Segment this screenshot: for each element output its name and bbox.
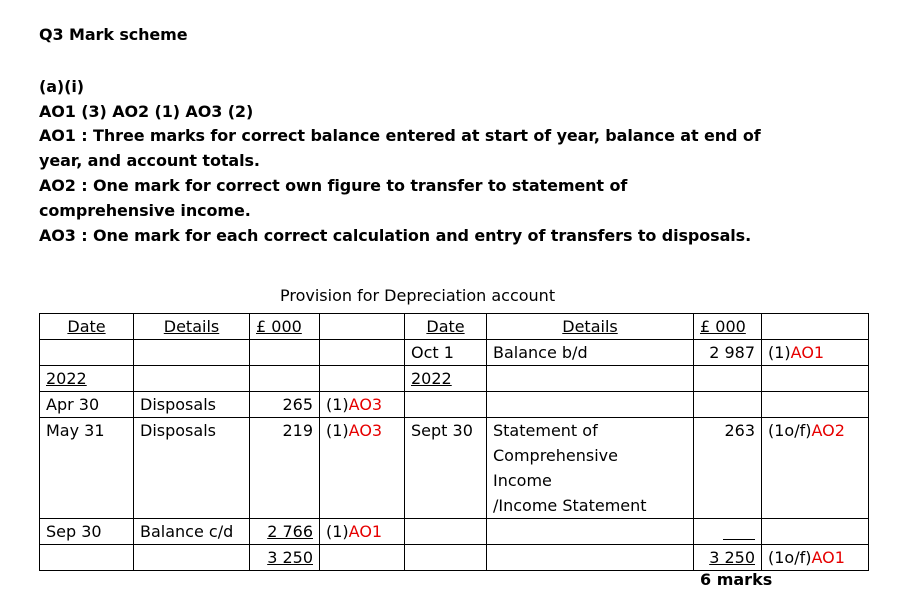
header-right-details: Details [487, 314, 694, 340]
income-statement-mark: (1o/f)AO2 [762, 418, 869, 519]
total-rule [694, 519, 762, 545]
heading-ao2-line2: comprehensive income. [39, 201, 251, 220]
ledger-row-year [40, 366, 869, 392]
ledger-header-row [40, 314, 869, 340]
header-right-amount: £ 000 [694, 314, 762, 340]
income-statement-amount: 263 [694, 418, 762, 519]
heading-ao1-line2: year, and account totals. [39, 151, 260, 170]
income-statement-date: Sept 30 [405, 418, 487, 519]
balance-cd-mark: (1)AO1 [320, 519, 405, 545]
header-left-details: Details [134, 314, 250, 340]
disposal-2-amount: 219 [250, 418, 320, 519]
heading-title: Q3 Mark scheme [39, 25, 188, 44]
ledger-row-disposal-2 [40, 418, 869, 519]
disposal-1-details: Disposals [134, 392, 250, 418]
ledger-row-balance-bd [40, 340, 869, 366]
year-left: 2022 [40, 366, 134, 392]
balance-bd-date: Oct 1 [405, 340, 487, 366]
header-left-date: Date [40, 314, 134, 340]
disposal-1-date: Apr 30 [40, 392, 134, 418]
heading-ao-summary: AO1 (3) AO2 (1) AO3 (2) [39, 102, 254, 121]
heading-ao2-line1: AO2 : One mark for correct own figure to transfer to statement of [39, 176, 628, 195]
heading-ao3-line1: AO3 : One mark for each correct calculation and entry of transfers to disposals. [39, 226, 752, 245]
disposal-2-mark: (1)AO3 [320, 418, 405, 519]
income-statement-details: Statement of Comprehensive Income /Income Statement [487, 418, 694, 519]
disposal-1-mark: (1)AO3 [320, 392, 405, 418]
header-right-mark [762, 314, 869, 340]
balance-bd-mark: (1)AO1 [762, 340, 869, 366]
ledger-row-disposal-1 [40, 392, 869, 418]
header-right-date: Date [405, 314, 487, 340]
header-left-amount: £ 000 [250, 314, 320, 340]
balance-bd-amount: 2 987 [694, 340, 762, 366]
balance-cd-date: Sep 30 [40, 519, 134, 545]
heading-part: (a)(i) [39, 77, 84, 96]
total-right: 3 250 [694, 545, 762, 571]
year-right: 2022 [405, 366, 487, 392]
ledger-row-totals [40, 545, 869, 571]
disposal-1-amount: 265 [250, 392, 320, 418]
header-left-mark [320, 314, 405, 340]
balance-bd-details: Balance b/d [487, 340, 694, 366]
balance-cd-details: Balance c/d [134, 519, 250, 545]
heading-ao1-line1: AO1 : Three marks for correct balance entered at start of year, balance at end of [39, 126, 761, 145]
total-right-mark: (1o/f)AO1 [762, 545, 869, 571]
total-marks: 6 marks [700, 570, 773, 589]
disposal-2-date: May 31 [40, 418, 134, 519]
ledger-row-balance-cd [40, 519, 869, 545]
ledger-table [39, 313, 869, 571]
disposal-2-details: Disposals [134, 418, 250, 519]
balance-cd-amount: 2 766 [250, 519, 320, 545]
total-left: 3 250 [250, 545, 320, 571]
account-title: Provision for Depreciation account [280, 286, 556, 305]
